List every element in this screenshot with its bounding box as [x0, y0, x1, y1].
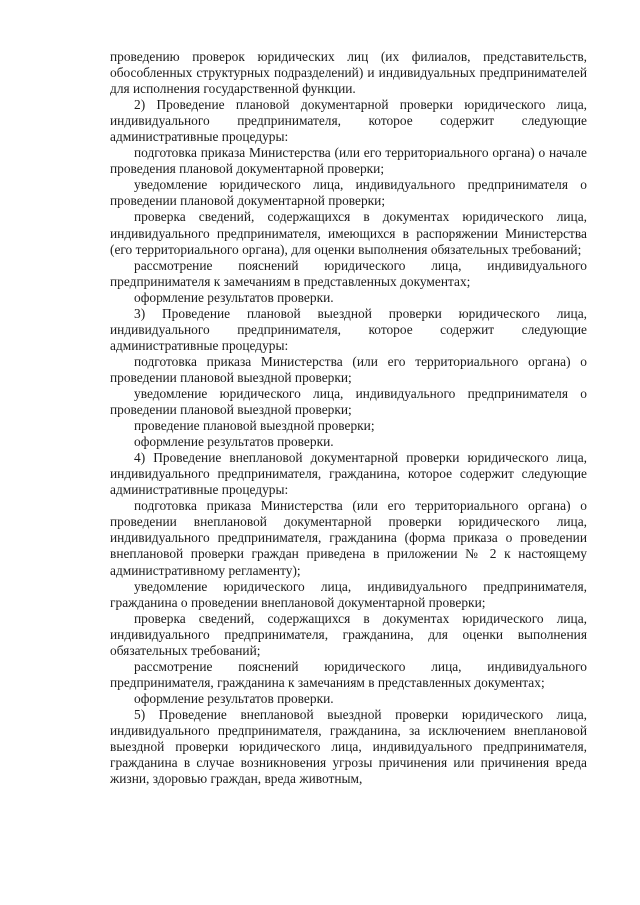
paragraph-procedure: рассмотрение пояснений юридического лица, индивидуального предпринимателя, гражданина к замечаниям в представленных документах; [110, 658, 587, 690]
paragraph-procedure: подготовка приказа Министерства (или его территориального органа) о проведении внеплановой документарной проверки юридического лица, индивидуального предпринимателя, гражданина (форма приказа о проведении внеплановой проверки граждан приведена в приложении № 2 к настоящему административному регламенту); [110, 498, 587, 578]
paragraph-procedure: подготовка приказа Министерства (или его территориального органа) о начале проведения плановой документарной проверки; [110, 145, 587, 177]
paragraph-procedure: уведомление юридического лица, индивидуального предпринимателя, гражданина о проведении внеплановой документарной проверки; [110, 578, 587, 610]
paragraph-procedure: подготовка приказа Министерства (или его территориального органа) о проведении плановой выездной проверки; [110, 353, 587, 385]
paragraph-procedure: рассмотрение пояснений юридического лица, индивидуального предпринимателя к замечаниям в представленных документах; [110, 257, 587, 289]
paragraph-procedure: уведомление юридического лица, индивидуального предпринимателя о проведении плановой документарной проверки; [110, 177, 587, 209]
paragraph-procedure: проведение плановой выездной проверки; [134, 418, 375, 434]
paragraph-continuation: проведению проверок юридических лиц (их филиалов, представительств, обособленных структурных подразделений) и индивидуальных предпринимателей для исполнения государственной функции. [110, 49, 587, 97]
paragraph-procedure: проверка сведений, содержащихся в документах юридического лица, индивидуального предпринимателя, имеющихся в распоряжении Министерства (его территориального органа), для оценки выполнения обязательных требований; [110, 209, 587, 257]
paragraph-item-3: 3) Проведение плановой выездной проверки юридического лица, индивидуального предпринимателя, которое содержит следующие административные процедуры: [110, 305, 587, 353]
paragraph-item-5: 5) Проведение внеплановой выездной проверки юридического лица, индивидуального предпринимателя, гражданина, за исключением внеплановой выездной проверки юридического лица, индивидуального предпринимателя, гражданина в случае возникновения угрозы причинения или причинения вреда жизни, здоровью граждан, вреда животным, [110, 706, 587, 787]
paragraph-procedure: оформление результатов проверки. [134, 434, 334, 450]
paragraph-item-4: 4) Проведение внеплановой документарной проверки юридического лица, индивидуального предпринимателя, гражданина, которое содержит следующие административные процедуры: [110, 450, 587, 498]
paragraph-procedure: оформление результатов проверки. [134, 690, 334, 706]
paragraph-item-2: 2) Проведение плановой документарной проверки юридического лица, индивидуального предпринимателя, которое содержит следующие административные процедуры: [110, 97, 587, 145]
paragraph-procedure: оформление результатов проверки. [134, 289, 334, 305]
paragraph-procedure: уведомление юридического лица, индивидуального предпринимателя о проведении плановой выездной проверки; [110, 385, 587, 418]
document-page [110, 49, 587, 787]
paragraph-procedure: проверка сведений, содержащихся в документах юридического лица, индивидуального предпринимателя, гражданина, для оценки выполнения обязательных требований; [110, 610, 587, 658]
